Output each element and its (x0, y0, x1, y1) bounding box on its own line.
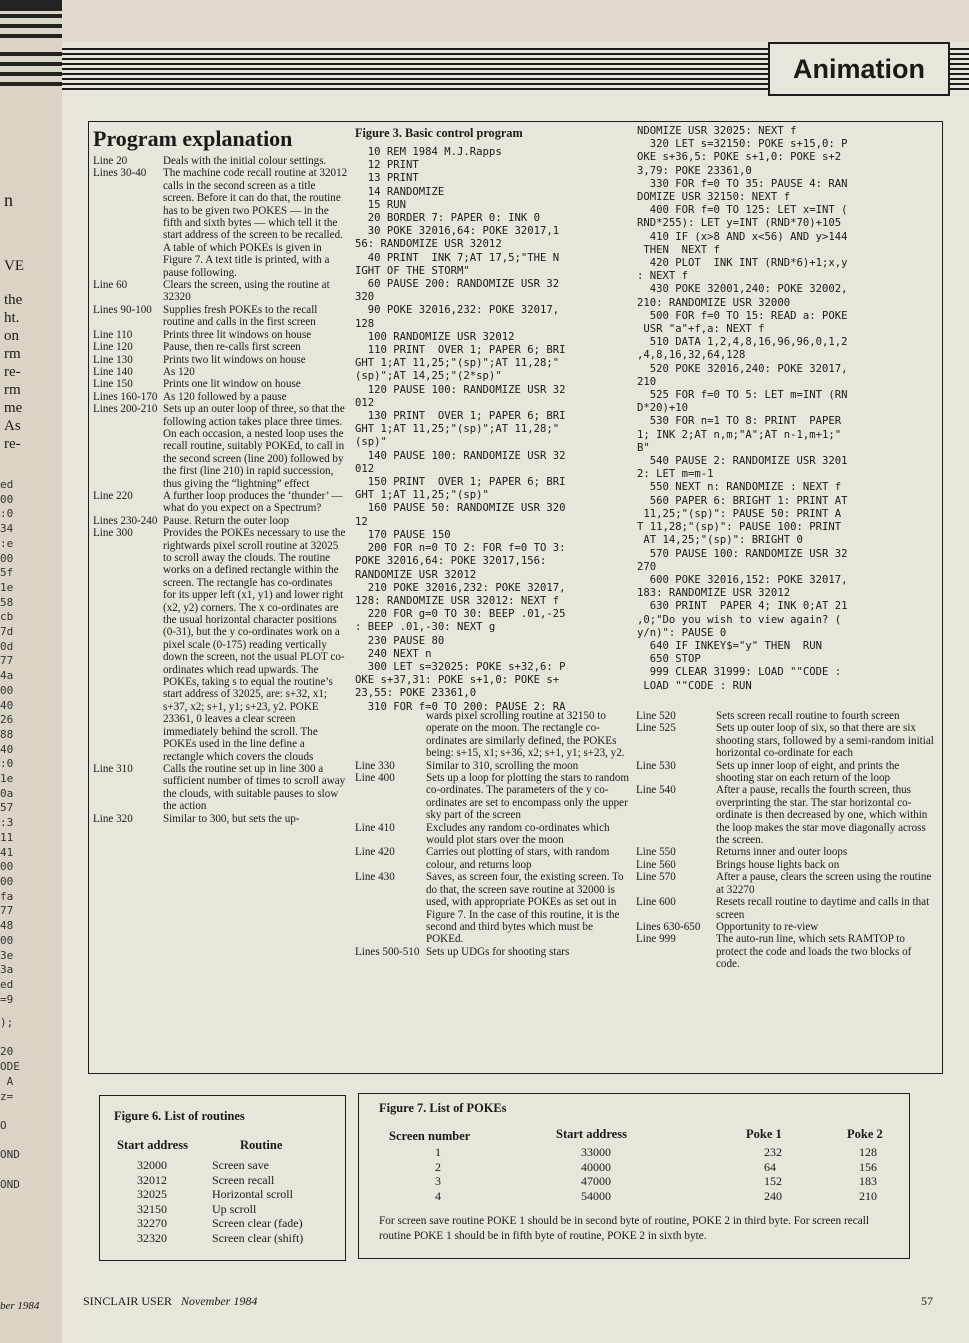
figure6-header: Routine (240, 1138, 283, 1152)
entry-line-label: Line 120 (93, 341, 133, 354)
figure6-title: Figure 6. List of routines (114, 1109, 245, 1123)
figure6-cell: Screen recall (212, 1172, 275, 1187)
explanation-entry (93, 813, 348, 825)
gutter-code-column: ); 20 ODE A z= O OND OND (0, 1016, 20, 1191)
figure7-cell: 54000 (581, 1188, 611, 1203)
explanation-entry (93, 304, 348, 329)
figure6-cell: 32150 (137, 1201, 167, 1216)
page-number: 57 (921, 1294, 933, 1308)
entry-text: Clears the screen, using the routine at 32320 (163, 279, 330, 304)
gutter-text: rm (4, 382, 21, 398)
entry-text: Similar to 310, scrolling the moon (426, 759, 579, 772)
entry-text: Calls the routine set up in line 300 a sufficient number of times to scroll away the clouds, with suitable pauses to slow the action (163, 762, 346, 813)
entry-line-label: Line 400 (355, 772, 395, 785)
entry-text: Sets up UDGs for shooting stars (426, 945, 570, 958)
figure7-cell: 1 (435, 1145, 441, 1159)
entry-text: Brings house lights back on (716, 858, 840, 871)
entry-line-label: Line 550 (636, 846, 676, 859)
entry-text: The auto-run line, which sets RAMTOP to protect the code and loads the two blocks of code. (716, 933, 912, 971)
entry-line-label: Line 999 (636, 933, 676, 946)
figure6-cell: Screen save (212, 1158, 269, 1172)
explanation-entry (355, 822, 630, 847)
entry-text: A further loop produces the ‘thunder’ — what do you expect on a Spectrum? (163, 489, 343, 515)
footer-issue: November 1984 (181, 1294, 258, 1308)
explanation-entry (636, 871, 936, 896)
entry-line-label: Line 420 (355, 846, 395, 859)
gutter-text: rm (4, 346, 21, 362)
explanation-entry (93, 490, 348, 515)
explanation-entry (93, 329, 348, 341)
entry-text: As 120 followed by a pause (163, 390, 287, 403)
figure7-cell: 128 (859, 1145, 877, 1159)
explanation-entry (355, 871, 630, 945)
explanation-entry (355, 710, 630, 760)
figure7-header: Poke 2 (847, 1127, 883, 1141)
section-title: Animation (793, 53, 925, 84)
figure7-cell: 2 (435, 1159, 441, 1174)
figure7-cell: 152 (764, 1174, 782, 1188)
entry-line-label: Line 150 (93, 378, 133, 391)
gutter-hex-column: ed 00 :0 34 :e 00 5f 1e 58 cb 7d 0d 77 4a 00 40 26 88 40 :0 1e 0a 57 :3 11 41 00 00 fa 77 48 00 3e 3a ed =9 (0, 478, 14, 1006)
entry-line-label: Line 530 (636, 759, 676, 772)
entry-text: Sets screen recall routine to fourth screen (716, 710, 900, 722)
footer-magazine: SINCLAIR USER (83, 1294, 173, 1308)
entry-line-label: Line 525 (636, 722, 676, 735)
figure6-cell: 32270 (137, 1216, 167, 1230)
entry-text: As 120 (163, 365, 195, 378)
figure3-title: Figure 3. Basic control program (355, 126, 523, 140)
explanation-entry (355, 946, 630, 958)
figure7-cell: 47000 (581, 1174, 611, 1188)
entry-line-label: Lines 630-650 (636, 920, 701, 933)
entry-line-label (355, 710, 426, 760)
entry-text: Pause, then re-calls first screen (163, 341, 301, 354)
entry-line-label: Line 330 (355, 759, 395, 772)
explanation-entry (636, 710, 936, 722)
figure7-note: For screen save routine POKE 1 should be in second byte of routine, POKE 2 in third byte. For screen recall routine POKE 1 should be in fifth byte of routine, POKE 2 in sixth byte. (379, 1215, 870, 1242)
entry-line-label: Line 300 (93, 527, 133, 540)
entry-line-label: Line 110 (93, 328, 133, 341)
explanation-column (93, 126, 348, 825)
entry-text: Prints one lit window on house (163, 378, 301, 391)
gutter-text: re- (4, 436, 21, 452)
top-band (62, 0, 969, 42)
explanation-entry (636, 933, 936, 970)
entry-line-label: Line 220 (93, 489, 133, 502)
figure7-cell: 240 (764, 1188, 782, 1203)
figure7-cell: 3 (435, 1174, 441, 1188)
figure6-cell: Screen clear (fade) (212, 1216, 303, 1230)
figure7-box (358, 1093, 910, 1259)
explanation-entry (636, 921, 936, 933)
entry-line-label: Line 570 (636, 871, 676, 884)
explanation-entry (93, 378, 348, 390)
gutter-text: VE (4, 258, 24, 274)
figure7-cell: 232 (764, 1145, 782, 1159)
entry-text: Deals with the initial colour settings. (163, 155, 327, 167)
explanation-entry (93, 341, 348, 353)
entry-line-label: Line 540 (636, 784, 676, 797)
entry-text: Sets up outer loop of six, so that there are six shooting stars, followed by a semi-random initial horizontal co-ordinate for each (716, 722, 934, 760)
entry-text: After a pause, recalls the fourth screen, thus overprinting the star. The star horizontal co-ordinate is then decreased by one, which within the loop makes the star move diagonally across the screen. (716, 784, 928, 847)
gutter-text: me (4, 400, 23, 416)
entry-line-label: Lines 90-100 (93, 303, 152, 316)
entry-text: Returns inner and outer loops (716, 846, 848, 859)
figure6-cell: 32320 (137, 1230, 167, 1245)
explanation-entry (93, 515, 348, 527)
figure6-cell: 32012 (137, 1172, 167, 1187)
entry-line-label: Line 520 (636, 710, 676, 722)
figure6-cell: 32025 (137, 1187, 167, 1201)
figure6-cell: Horizontal scroll (212, 1187, 293, 1201)
explanation-entry (93, 167, 348, 279)
entry-line-label: Line 410 (355, 821, 395, 834)
explanation-entry (93, 527, 348, 763)
entry-text: Prints two lit windows on house (163, 353, 306, 366)
figure7-header: Poke 1 (746, 1127, 782, 1141)
figure6-box (99, 1095, 346, 1261)
footer-left (83, 1294, 257, 1309)
explanation-entry (636, 859, 936, 871)
entry-line-label: Line 60 (93, 279, 128, 292)
entry-text: Excludes any random co-ordinates which would plot stars over the moon (426, 821, 610, 847)
entry-text: The machine code recall routine at 32012 calls in the second screen as a title screen. Before it can do that, the routine has to be given two POKES — in the fifth and sixth bytes — which tell it the start address of the screen to be recalled. A table of which POKEs is given in Figure 7. A text title is printed, with a pause following. (163, 167, 348, 279)
entry-line-label: Line 140 (93, 365, 133, 378)
entry-line-label: Lines 230-240 (93, 514, 158, 527)
entry-line-label: Lines 30-40 (93, 167, 147, 180)
figure6-cell: Screen clear (shift) (212, 1230, 304, 1245)
entry-line-label: Line 320 (93, 812, 133, 825)
figure7-cell: 210 (859, 1188, 877, 1203)
explanation-entry (636, 846, 936, 858)
entry-text: After a pause, clears the screen using the routine at 32270 (716, 871, 932, 896)
figure6-header: Start address (117, 1138, 188, 1152)
entry-text: Sets up a loop for plotting the stars to random co-ordinates. The parameters of the y co-ordinates are set to encompass only the upper sky part of the screen (426, 772, 630, 822)
entry-text: Sets up an outer loop of three, so that the following action takes place three times. On each occasion, a nested loop uses the recall routine, suitably POKEd, to call in the second screen (line 200) followed by the first (line 210) in rapid succession, thus giving the “lightning” effect (163, 403, 345, 490)
explanation-entry (93, 763, 348, 813)
figure6-cell: 32000 (137, 1158, 167, 1172)
basic-listing-col1: 10 REM 1984 M.J.Rapps 12 PRINT 13 PRINT 14 RANDOMIZE 15 RUN 20 BORDER 7: PAPER 0: INK 0 30 POKE 32016,64: POKE 32017,1 56: RANDOMIZE USR 32012 40 PRINT INK 7;AT 17,5;"THE N IGHT OF THE STORM" 60 PAUSE 200: RANDOMIZE USR 32 320 90 POKE 32016,232: POKE 32017, 128 100 RANDOMIZE USR 32012 110 PRINT OVER 1; PAPER 6; BRI GHT 1;AT 11,25;"(sp)";AT 11,28;" (sp)";AT 14,25;"(2*sp)" 120 PAUSE 100: RANDOMIZE USR 32 012 130 PRINT OVER 1; PAPER 6; BRI GHT 1;AT 11,25;"(sp)";AT 11,28;" (sp)" 140 PAUSE 100: RANDOMIZE USR 32 012 150 PRINT OVER 1; PAPER 6; BRI GHT 1;AT 11,25;"(sp)" 160 PAUSE 50: RANDOMIZE USR 320 12 170 PAUSE 150 200 FOR n=0 TO 2: FOR f=0 TO 3: POKE 32016,64: POKE 32017,156: RANDOMIZE USR 32012 210 POKE 32016,232: POKE 32017, 128: RANDOMIZE USR 32012: NEXT f 220 FOR g=0 TO 30: BEEP .01,-25 : BEEP .01,-30: NEXT g 230 PAUSE 80 240 NEXT n 300 LET s=32025: POKE s+32,6: P OKE s+37,31: POKE s+1,0: POKE s+ 23,55: POKE 23361,0 310 FOR f=0 TO 200: PAUSE 2: RA (355, 146, 566, 713)
entry-line-label: Line 20 (93, 155, 128, 167)
entry-text: Pause. Return the outer loop (163, 514, 290, 527)
figure7-cell: 4 (435, 1188, 441, 1203)
gutter-text: on (4, 328, 19, 344)
explanation-entry (636, 760, 936, 785)
figure7-cell: 64 (764, 1159, 776, 1174)
entry-text: Resets recall routine to daytime and calls in that screen (716, 896, 930, 921)
explanation-entry (355, 760, 630, 772)
explanation-entry (636, 784, 936, 846)
entry-text: wards pixel scrolling routine at 32150 to operate on the moon. The rectangle co-ordinates are similarly defined, the POKEs being: s+15, x1; s+36, x2; s+1, y1; s+23, y2. (426, 710, 625, 760)
explanation-entry (355, 772, 630, 822)
entry-text: Provides the POKEs necessary to use the rightwards pixel scroll routine at 32025 to scroll away the clouds. The routine works on a defined rectangle within the screen. The rectangle has co-ordinates for its upper left (x1, y1) and lower right (x2, y2) corners. The x co-ordinates are the usual horizontal character positions (0-31), but the y co-ordinates work on a pixel scale (0-175) reading vertically down the screen, not the usual PLOT co-ordinates which read upwards. The POKEs, taking s to equal the routine’s start address of 32025, are: s+32, x1; s+37, x2; s+1, y1; s+23, y2. POKE 23361, 0 leaves a clear screen immediately behind the scroll. The POKEs used in the line define a rectangle which covers the clouds (163, 527, 346, 763)
explanation-title: Program explanation (93, 126, 293, 151)
entry-line-label: Line 310 (93, 762, 133, 775)
explanation-right-list (636, 710, 936, 971)
entry-line-label: Line 430 (355, 871, 395, 884)
entry-text: Carries out plotting of stars, with random colour, and returns loop (426, 846, 610, 871)
entry-line-label: Lines 500-510 (355, 945, 420, 958)
gutter-text: re- (4, 364, 21, 380)
entry-text: Similar to 300, but sets the up- (163, 812, 300, 825)
figure7-header: Start address (556, 1127, 627, 1141)
explanation-entry (93, 391, 348, 403)
figure7-cell: 40000 (581, 1159, 611, 1174)
figure6-cell: Up scroll (212, 1201, 257, 1216)
figure7-cell: 183 (859, 1174, 877, 1188)
figure7-title: Figure 7. List of POKEs (379, 1101, 507, 1115)
gutter-text: As (4, 418, 21, 434)
entry-line-label: Line 560 (636, 858, 676, 871)
figure7-header: Screen number (389, 1129, 471, 1143)
entry-line-label: Line 130 (93, 353, 133, 366)
entry-text: Sets up inner loop of eight, and prints the shooting star on each return of the loop (716, 759, 900, 785)
explanation-entry (93, 155, 348, 167)
explanation-list (93, 155, 348, 825)
explanation-entry (636, 722, 936, 759)
explanation-entry (636, 896, 936, 921)
figure7-cell: 156 (859, 1159, 877, 1174)
entry-line-label: Lines 200-210 (93, 403, 158, 416)
entry-line-label: Line 600 (636, 896, 676, 909)
explanation-entry (93, 279, 348, 304)
previous-page-gutter (0, 0, 62, 1343)
explanation-entry (93, 366, 348, 378)
entry-text: Saves, as screen four, the existing screen. To do that, the screen save routine at 32000 is used, with appropriate POKEs as set out in Figure 7. In the case of this routine, it is the second and third bytes which must be POKEd. (426, 871, 624, 946)
entry-text: Opportunity to re-view (716, 920, 819, 933)
explanation-entry (93, 354, 348, 366)
gutter-text: ht. (4, 310, 20, 326)
figure7-cell: 33000 (581, 1145, 611, 1159)
explanation-entry (93, 403, 348, 490)
basic-listing-col2: NDOMIZE USR 32025: NEXT f 320 LET s=32150: POKE s+15,0: P OKE s+36,5: POKE s+1,0: POKE s+2 3,79: POKE 23361,0 330 FOR f=0 TO 35: PAUSE 4: RAN DOMIZE USR 32150: NEXT f 400 FOR f=0 TO 125: LET x=INT ( RND*255): LET y=INT (RND*70)+105 410 IF (x>8 AND x<56) AND y>144 THEN NEXT f 420 PLOT INK INT (RND*6)+1;x,y : NEXT f 430 POKE 32001,240: POKE 32002, 210: RANDOMIZE USR 32000 500 FOR f=0 TO 15: READ a: POKE USR "a"+f,a: NEXT f 510 DATA 1,2,4,8,16,96,96,0,1,2 ,4,8,16,32,64,128 520 POKE 32016,240: POKE 32017, 210 525 FOR f=0 TO 5: LET m=INT (RN D*20)+10 530 FOR n=1 TO 8: PRINT PAPER 1; INK 2;AT n,m;"A";AT n-1,m+1;" B" 540 PAUSE 2: RANDOMIZE USR 3201 2: LET m=m-1 550 NEXT n: RANDOMIZE : NEXT f 560 PAPER 6: BRIGHT 1: PRINT AT 11,25;"(sp)": PAUSE 50: PRINT A T 11,28;"(sp)": PAUSE 100: PRINT AT 14,25;"(sp)": BRIGHT 0 570 PAUSE 100: RANDOMIZE USR 32 270 600 POKE 32016,152: POKE 32017, 183: RANDOMIZE USR 32012 630 PRINT PAPER 4; INK 0;AT 21 ,0;"Do you wish to view again? ( y/n)": PAUSE 0 640 IF INKEY$="y" THEN RUN 650 STOP 999 CLEAR 31999: LOAD ""CODE : LOAD ""CODE : RUN (637, 125, 848, 692)
entry-line-label: Lines 160-170 (93, 390, 158, 403)
gutter-text: n (4, 190, 13, 210)
section-header (768, 42, 950, 96)
entry-text: Supplies fresh POKEs to the recall routine and calls in the first screen (163, 303, 318, 329)
gutter-text: the (4, 292, 23, 308)
gutter-footer: ber 1984 (0, 1300, 40, 1312)
entry-text: Prints three lit windows on house (163, 328, 312, 341)
explanation-mid-list (355, 710, 630, 958)
explanation-entry (355, 846, 630, 871)
